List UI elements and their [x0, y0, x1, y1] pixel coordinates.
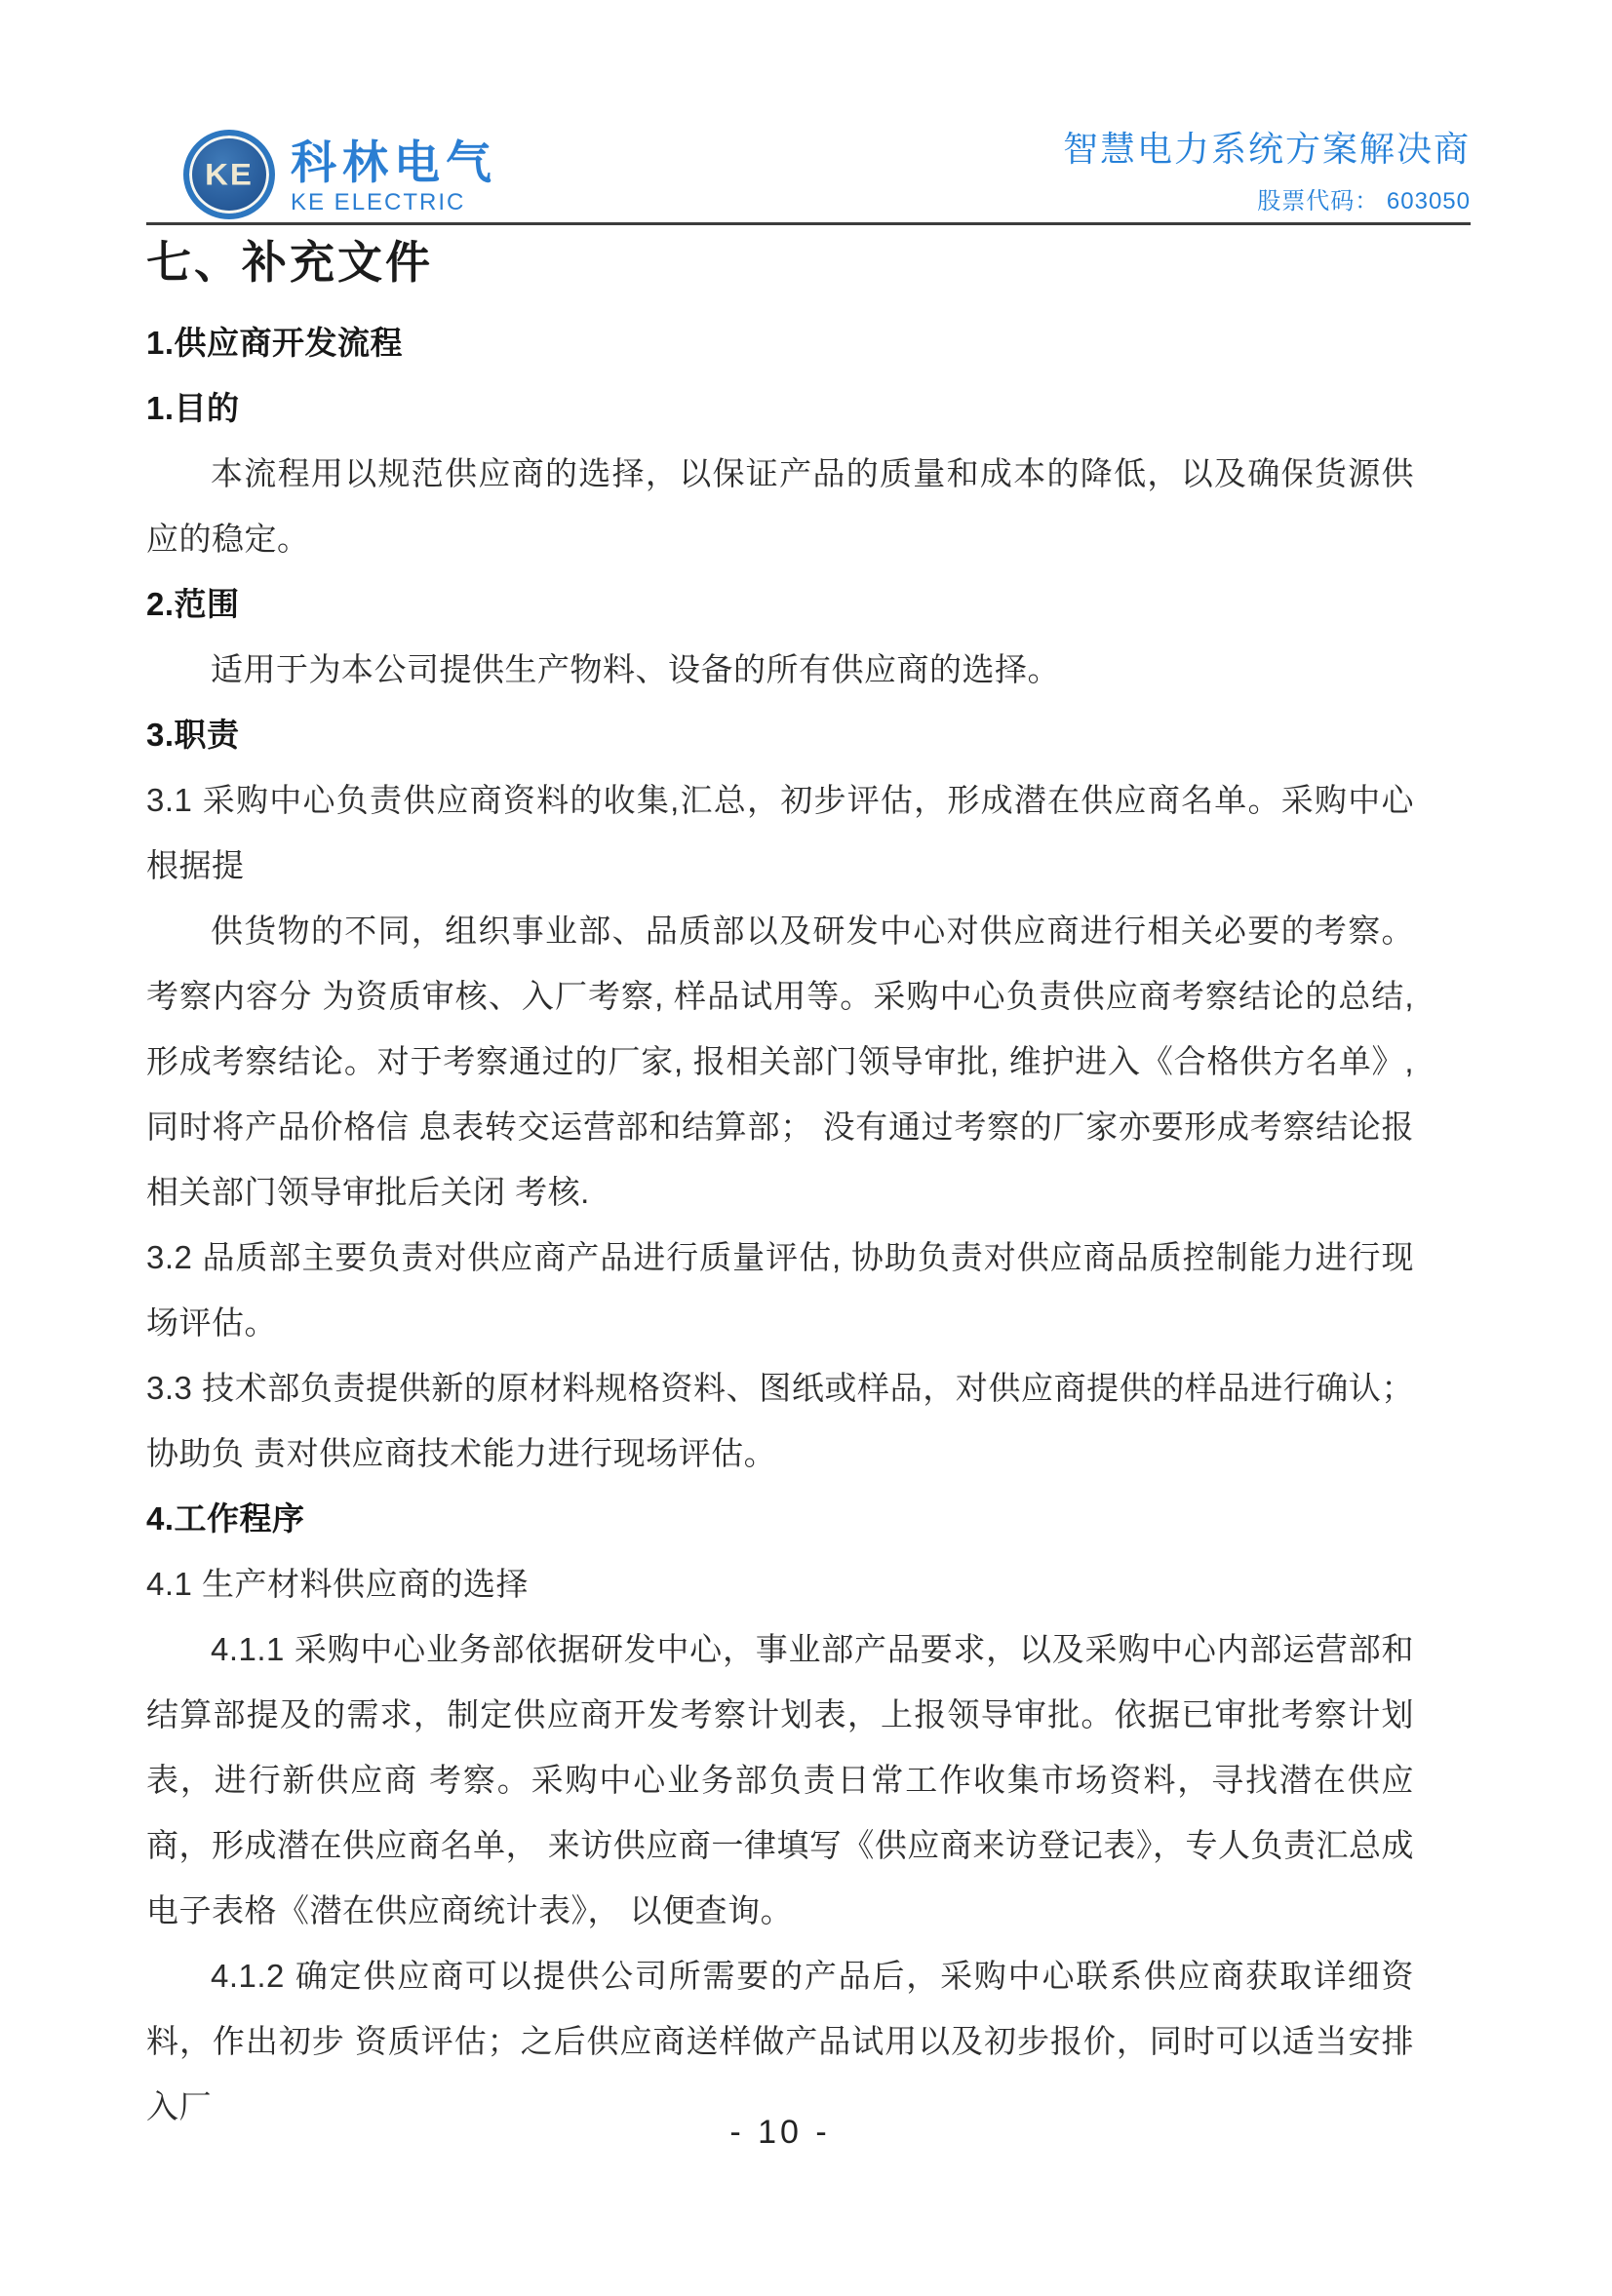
company-name-cn: 科林电气 [291, 136, 497, 188]
section-heading: 4.工作程序 [146, 1500, 305, 1537]
section-heading: 3.职责 [146, 717, 240, 753]
header-right [1063, 130, 1471, 215]
paragraph: 3.3 技术部负责提供新的原材料规格资料、图纸或样品，对供应商提供的样品进行确认；协助负 责对供应商技术能力进行现场评估。 [146, 1370, 1414, 1471]
paragraph: 4.1.1 采购中心业务部依据研发中心，事业部产品要求，以及采购中心内部运营部和结算部提及的需求，制定供应商开发考察计划表，上报领导审批。依据已审批考察计划表，进行新供应商 考察。采购中心业务部负责日常工作收集市场资料，寻找潜在供应商，形成潜在供应商名单， 来访供应商一律填写《供应商来访登记表》，专人负责汇总成电子表格《潜在供应商统计表》， 以便查询。 [146, 1631, 1414, 1928]
section-heading: 1.目的 [146, 390, 240, 426]
company-tagline: 智慧电力系统方案解决商 [1062, 129, 1471, 169]
ke-logo-icon [183, 130, 275, 219]
page-number: - 10 - [729, 2114, 831, 2151]
company-name-en: KE ELECTRIC [291, 189, 466, 215]
content-blocks [146, 310, 1414, 2139]
paragraph: 4.1 生产材料供应商的选择 [146, 1566, 530, 1602]
section-heading: 1.供应商开发流程 [146, 325, 404, 361]
paragraph: 4.1.2 确定供应商可以提供公司所需要的产品后，采购中心联系供应商获取详细资料，作出初步 资质评估；之后供应商送样做产品试用以及初步报价，同时可以适当安排入厂 [146, 1958, 1414, 2124]
brand-text [291, 130, 497, 216]
document-body [146, 237, 1414, 2139]
document-title: 七、补充文件 [146, 237, 433, 288]
page-footer [146, 2114, 1414, 2152]
header-divider [146, 222, 1471, 225]
logo-monogram: KE [205, 156, 254, 192]
paragraph: 适用于为本公司提供生产物料、设备的所有供应商的选择。 [211, 651, 1060, 687]
section-heading: 2.范围 [146, 586, 240, 622]
paragraph: 本流程用以规范供应商的选择，以保证产品的质量和成本的降低，以及确保货源供应的稳定。 [146, 455, 1414, 557]
paragraph: 3.1 采购中心负责供应商资料的收集,汇总，初步评估，形成潜在供应商名单。采购中心根据提 [146, 782, 1414, 883]
stock-code: 股票代码： 603050 [1257, 187, 1471, 214]
company-logo [183, 130, 497, 219]
paragraph: 3.2 品质部主要负责对供应商产品进行质量评估, 协助负责对供应商品质控制能力进行现场评估。 [146, 1239, 1414, 1341]
paragraph: 供货物的不同，组织事业部、品质部以及研发中心对供应商进行相关必要的考察。考察内容分 为资质审核、入厂考察, 样品试用等。采购中心负责供应商考察结论的总结, 形成考察结论。对于考察通过的厂家, 报相关部门领导审批, 维护进入《合格供方名单》, 同时将产品价格信 息表转交运营部和结算部； 没有通过考察的厂家亦要形成考察结论报相关部门领导审批后关闭 考核. [146, 913, 1414, 1210]
